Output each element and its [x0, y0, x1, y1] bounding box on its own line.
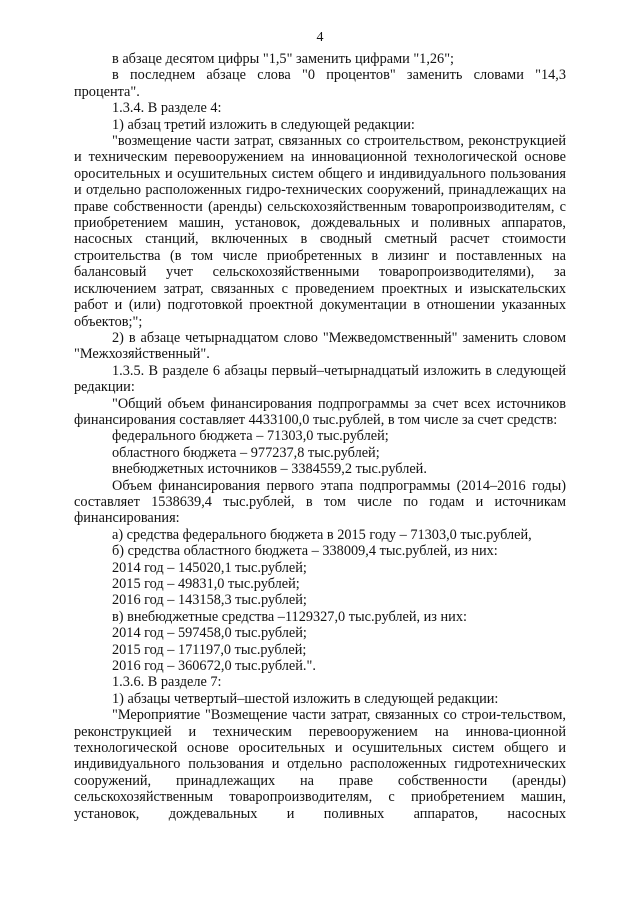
list-item: а) средства федерального бюджета в 2015 году – 71303,0 тыс.рублей,	[112, 526, 532, 543]
paragraph: 1) абзацы четвертый–шестой изложить в следующей редакции:	[112, 690, 499, 707]
quoted-paragraph: "Мероприятие "Возмещение части затрат, связанных со строи-тельством, реконструкцией и техническим перевооружением на иннова-ционной технологической основе оросительных и осушительных систем общего и индивидуального пользования и отдельно расположенных гидротехнических сооружений, принадлежащих на праве собственности (аренды) сельскохозяйственным товаропроизводителям, с приобретением машин, установок, дождевальных и поливных аппаратов, насосных	[74, 707, 566, 822]
list-item: в) внебюджетные средства –1129327,0 тыс.рублей, из них:	[112, 608, 467, 625]
section-heading: 1.3.5. В разделе 6 абзацы первый–четырнадцатый изложить в следующей редакции:	[74, 362, 566, 396]
list-item: 2015 год – 171197,0 тыс.рублей;	[112, 641, 307, 658]
list-item: 2016 год – 143158,3 тыс.рублей;	[112, 592, 307, 609]
paragraph: в последнем абзаце слова "0 процентов" заменить словами "14,3 процента".	[74, 67, 566, 100]
paragraph: Объем финансирования первого этапа подпрограммы (2014–2016 годы) составляет 1538639,4 тыс.рублей, в том числе по годам и источникам финансирования:	[74, 477, 566, 527]
paragraph: 2) в абзаце четырнадцатом слово "Межведомственный" заменить словом "Межхозяйственный".	[74, 329, 566, 363]
list-item: б) средства областного бюджета – 338009,4 тыс.рублей, из них:	[112, 543, 498, 560]
list-item: 2016 год – 360672,0 тыс.рублей.".	[112, 658, 316, 675]
section-heading: 1.3.6. В разделе 7:	[112, 674, 222, 691]
paragraph: в абзаце десятом цифры "1,5" заменить цифрами "1,26";	[112, 51, 455, 67]
page-number: 4	[316, 30, 324, 45]
document-body	[74, 51, 566, 822]
list-item: 2014 год – 145020,1 тыс.рублей;	[112, 559, 307, 576]
quoted-paragraph: "Общий объем финансирования подпрограммы за счет всех источников финансирования составляет 4433100,0 тыс.рублей, в том числе за счет средств:	[74, 395, 566, 428]
section-heading: 1.3.4. В разделе 4:	[112, 100, 222, 117]
paragraph: 1) абзац третий изложить в следующей редакции:	[112, 116, 415, 133]
list-item: федерального бюджета – 71303,0 тыс.рублей;	[112, 428, 389, 445]
list-item: внебюджетных источников – 3384559,2 тыс.рублей.	[112, 461, 427, 478]
list-item: областного бюджета – 977237,8 тыс.рублей;	[112, 444, 380, 461]
quoted-paragraph: "возмещение части затрат, связанных со строительством, реконструкцией и техническим перевооружением на инновационной технологической основе оросительных и осушительных систем общего и индивидуального пользования и отдельно расположенных гидро-технических сооружений, принадлежащих на праве собственности (аренды) сельскохозяйственным товаропроизводителям, с приобретением машин, установок, дождевальных и поливных аппаратов, насосных станций, включенных в сводный сметный расчет стоимости строительства (в том числе приобретенных в лизинг и поставленных на балансовый учет сельскохозяйственными товаропроизводителями), за исключением затрат, связанных с проведением проектных и изыскательских работ и (или) подготовкой проектной документации в отношении указанных объектов;";	[74, 133, 566, 330]
list-item: 2015 год – 49831,0 тыс.рублей;	[112, 576, 300, 592]
list-item: 2014 год – 597458,0 тыс.рублей;	[112, 625, 307, 642]
